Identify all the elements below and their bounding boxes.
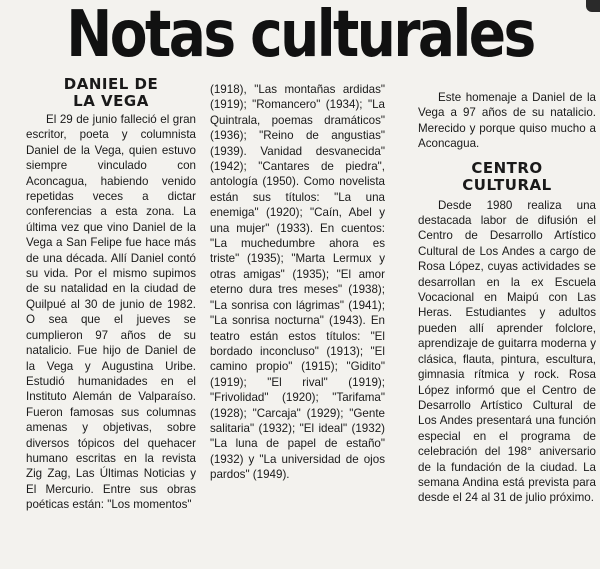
page-corner-mark — [586, 0, 600, 12]
column-2 — [210, 82, 385, 483]
column-1 — [26, 76, 196, 513]
article2-title-line2: CULTURAL — [462, 175, 552, 194]
article1-text-col3: Este homenaje a Daniel de la Vega a 97 años de su natalicio. Merecido y porque quiso mucho a Aconcagua. — [418, 91, 596, 151]
headline: Notas culturales — [66, 0, 534, 72]
article1-text-col2: (1918), "Las montañas ardidas" (1919); "Romancero" (1934); "La Quintrala, poemas dramáticos" (1936); "Reino de angustias" (1939). Vanidad desvanecida" (1942); "Cantares de piedra", antología (1950). Como novelista están sus títulos: "La una enemiga" (1920); "Caín, Abel y una mujer" (1933). En cuentos: "La muchedumbre ahora es triste" (1935); "Marta Lermux y otras amigas" (1935); "El amor eterno dura tres meses" (1938); "La sonrisa con lágrimas" (1941); "La sonrisa nocturna" (1943). En teatro están estos títulos: "El bordado inconcluso" (1913); "El camino propio" (1915); "Gidito" (1919); "El rival" (1919); "Frivolidad" (1920); "Tarifama" (1928); "Carcaja" (1929); "Gente salitaria" (1932); "El ideal" (1932) "La luna de papel de estaño" (1932) y "La universidad de ojos pardos" (1949). — [210, 83, 385, 482]
article1-text-col1: El 29 de junio falleció el gran escritor, poeta y columnista Daniel de la Vega, quien estuvo siempre vinculado con Aconcagua, habiendo venido repetidas veces a dictar conferencias a esta zona. La última vez que vino Daniel de la Vega a San Felipe fue hace más de una década. Allí Daniel contó su vida. Por el mismo supimos de su natalidad en la ciudad de Quilpué al 30 de junio de 1982. O sea que el jueves se cumplieron 97 años de su natalicio. Fue hijo de Daniel de la Vega y Augustina Uribe. Estudió humanidades en el Instituto Alemán de Valparaíso. Fueron famosas sus columnas amenas y objetivas, sobre diversos tópicos del quehacer humano escritas en la revista Zig Zag, Las Últimas Noticias y El Mercurio. Entre sus obras poéticas están: "Los momentos" — [26, 113, 196, 512]
article1-title-line1: DANIEL DE — [63, 75, 159, 93]
article1-title — [26, 76, 196, 110]
article2-title-line1: CENTRO — [471, 158, 543, 177]
column-3 — [418, 90, 596, 506]
article2-text: Desde 1980 realiza una destacada labor de difusión el Centro de Desarrollo Artístico Cultural de Los Andes a cargo de Rosa López, cuyas actividades se desarrollan en la ex Escuela Vocacional en Maipú con Las Heras. Estudiantes y adultos pueden allí aprender folclore, aprendizaje de guitarra moderna y clásica, flauta, pintura, escultura, gimnasia rítmica y rock. Rosa López informó que el Centro de Desarrollo Artístico Cultural de Los Andes presentará una función especial en el programa de celebración del 198° aniversario de la fundación de la ciudad. La semana Andina está prevista para desde el 24 al 31 de julio próximo. — [418, 198, 596, 505]
article2-title — [418, 160, 596, 194]
article1-title-line2: LA VEGA — [73, 92, 149, 110]
